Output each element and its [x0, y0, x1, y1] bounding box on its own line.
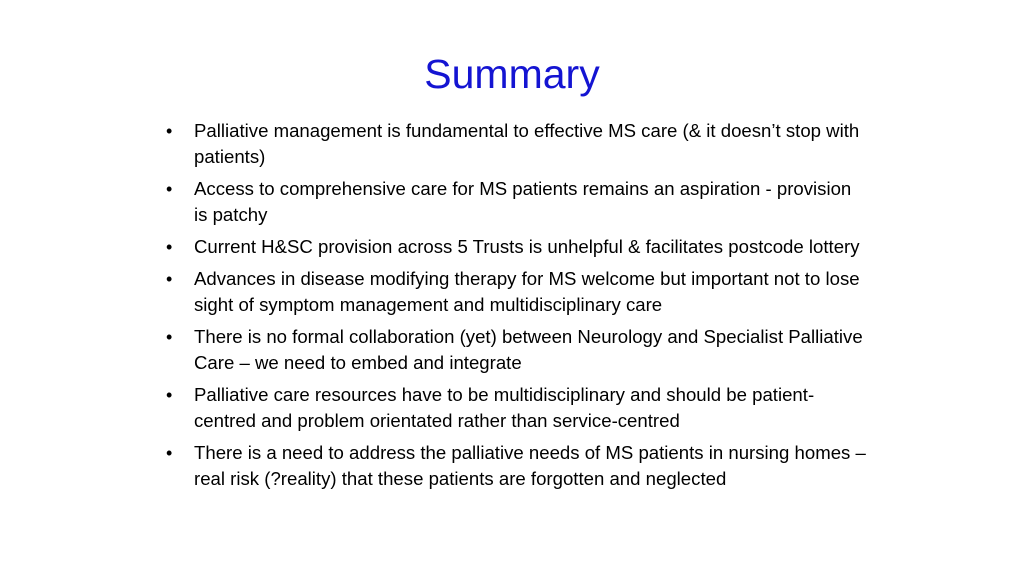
- bullet-item: [166, 266, 866, 318]
- bullet-item: [166, 382, 866, 434]
- bullet-text: There is no formal collaboration (yet) between Neurology and Specialist Palliative Care – we need to embed and integrate: [194, 326, 863, 373]
- bullet-icon: •: [166, 327, 173, 347]
- bullet-icon: •: [166, 121, 173, 141]
- bullet-text: Palliative management is fundamental to effective MS care (& it doesn’t stop with patients): [194, 120, 860, 167]
- bullet-icon: •: [166, 179, 173, 199]
- bullet-text: There is a need to address the palliative needs of MS patients in nursing homes – real risk (?reality) that these patients are forgotten and neglected: [194, 442, 866, 489]
- bullet-text: Access to comprehensive care for MS patients remains an aspiration - provision is patchy: [194, 178, 852, 225]
- bullet-item: [166, 176, 866, 228]
- bullet-text: Current H&SC provision across 5 Trusts is unhelpful & facilitates postcode lottery: [194, 236, 860, 257]
- bullet-item: [166, 440, 866, 492]
- bullet-list: [166, 118, 866, 498]
- bullet-item: [166, 118, 866, 170]
- slide-title: Summary: [424, 51, 600, 97]
- bullet-icon: •: [166, 385, 173, 405]
- bullet-text: Palliative care resources have to be multidisciplinary and should be patient-centred and problem orientated rather than service-centred: [194, 384, 815, 431]
- bullet-text: Advances in disease modifying therapy for MS welcome but important not to lose sight of symptom management and multidisciplinary care: [194, 268, 860, 315]
- bullet-icon: •: [166, 237, 173, 257]
- bullet-item: [166, 324, 866, 376]
- bullet-item: [166, 234, 866, 260]
- bullet-icon: •: [166, 443, 173, 463]
- bullet-icon: •: [166, 269, 173, 289]
